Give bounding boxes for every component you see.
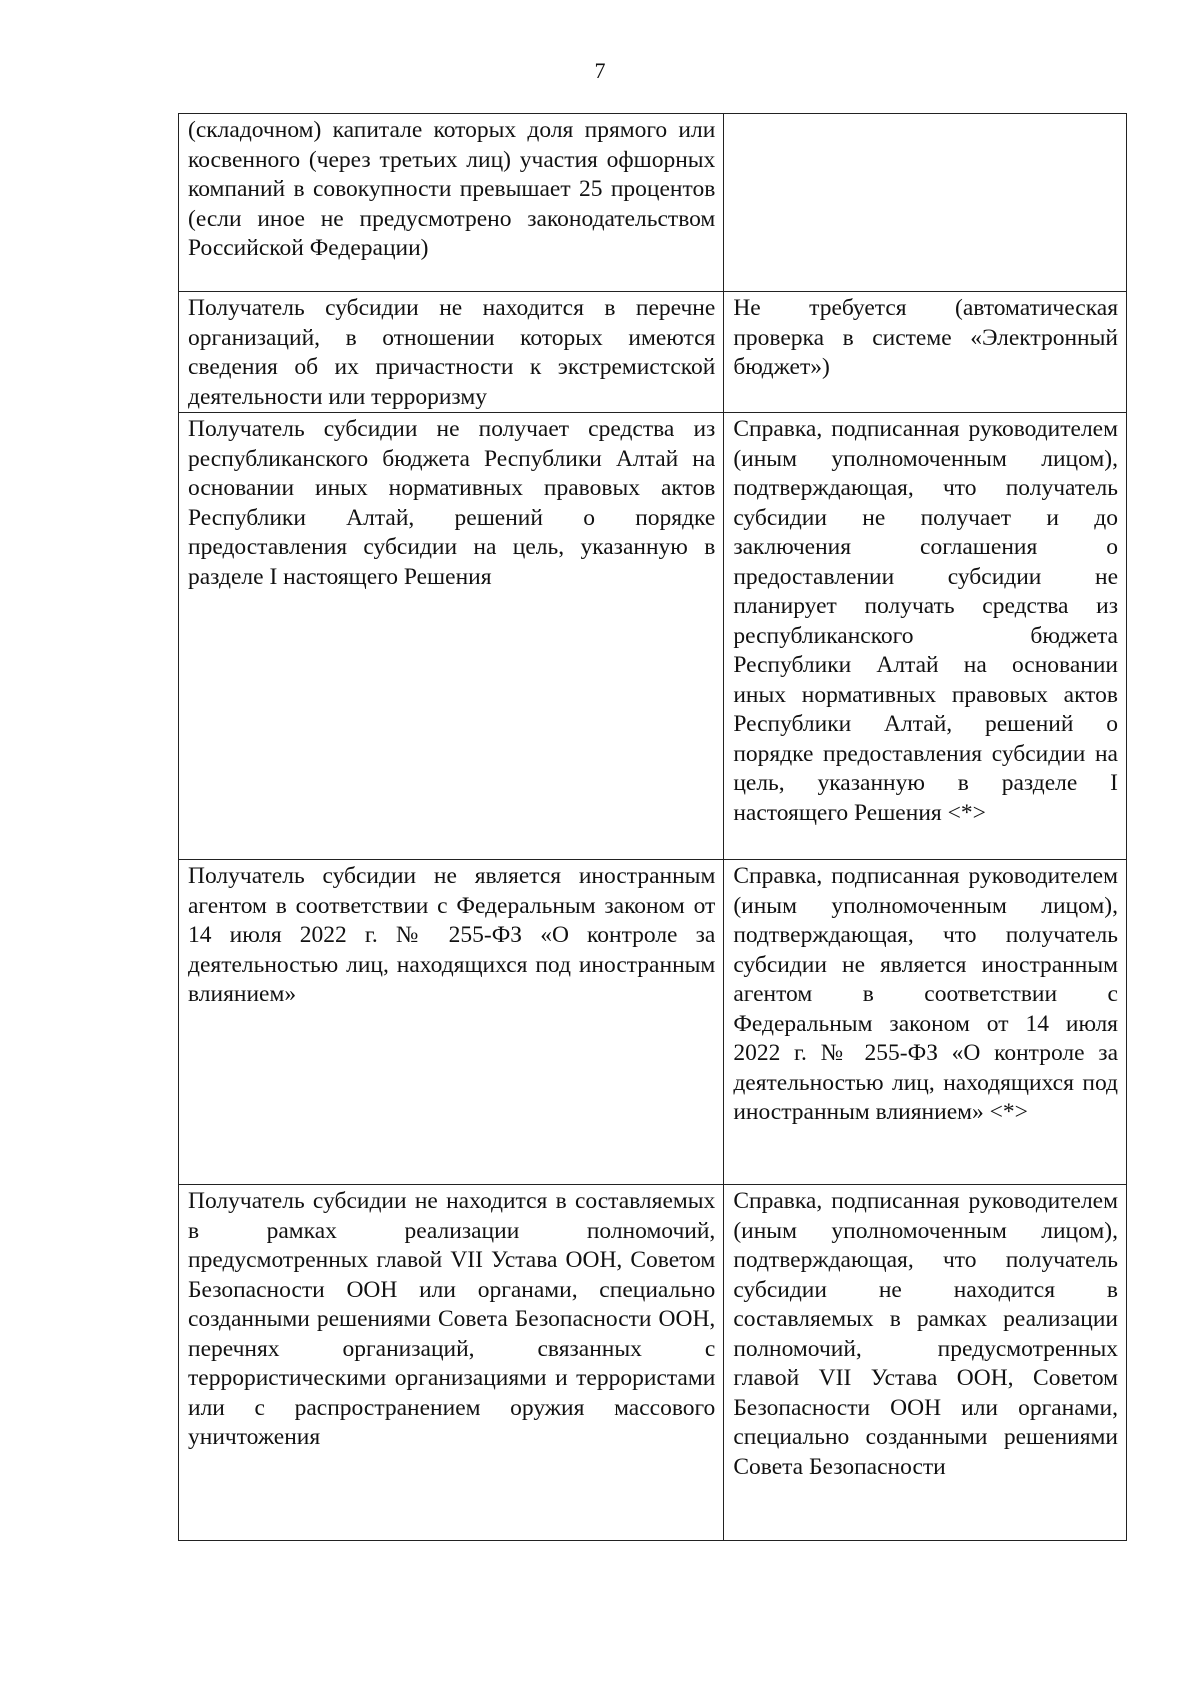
table-row: [179, 413, 1127, 860]
requirement-cell: Получатель субсидии не находится в перечне организаций, в отношении которых имеются сведения об их причастности к экстремистской деятельности или терроризму: [179, 292, 724, 413]
document-cell: Справка, подписанная руководителем (иным уполномоченным лицом), подтверждающая, что получатель субсидии не является иностранным агентом в соответствии с Федеральным законом от 14 июля 2022 г. № 255-ФЗ «О контроле за деятельностью лиц, находящихся под иностранным влиянием» <*>: [724, 860, 1127, 1185]
table-row: [179, 292, 1127, 413]
requirement-cell: (складочном) капитале которых доля прямого или косвенного (через третьих лиц) участия офшорных компаний в совокупности превышает 25 процентов (если иное не предусмотрено законодательством Российской Федерации): [179, 114, 724, 292]
page-number: 7: [594, 58, 606, 83]
table-row: [179, 114, 1127, 292]
document-cell: [724, 114, 1127, 292]
requirement-cell: Получатель субсидии не получает средства из республиканского бюджета Республики Алтай на основании иных нормативных правовых актов Республики Алтай, решений о порядке предоставления субсидии на цель, указанную в разделе I настоящего Решения: [179, 413, 724, 860]
table-row: [179, 860, 1127, 1185]
requirement-cell: Получатель субсидии не находится в составляемых в рамках реализации полномочий, предусмотренных главой VII Устава ООН, Советом Безопасности ООН или органами, специально созданными решениями Совета Безопасности ООН, перечнях организаций, связанных с террористическими организациями и террористами или с распространением оружия массового уничтожения: [179, 1185, 724, 1541]
document-cell: Не требуется (автоматическая проверка в системе «Электронный бюджет»): [724, 292, 1127, 413]
document-cell: Справка, подписанная руководителем (иным уполномоченным лицом), подтверждающая, что получатель субсидии не находится в составляемых в рамках реализации полномочий, предусмотренных главой VII Устава ООН, Советом Безопасности ООН или органами, специально созданными решениями Совета Безопасности: [724, 1185, 1127, 1541]
requirements-table: [178, 113, 1127, 1541]
requirement-cell: Получатель субсидии не является иностранным агентом в соответствии с Федеральным законом от 14 июля 2022 г. № 255-ФЗ «О контроле за деятельностью лиц, находящихся под иностранным влиянием»: [179, 860, 724, 1185]
document-cell: Справка, подписанная руководителем (иным уполномоченным лицом), подтверждающая, что получатель субсидии не получает и до заключения соглашения о предоставлении субсидии не планирует получать средства из республиканского бюджета Республики Алтай на основании иных нормативных правовых актов Республики Алтай, решений о порядке предоставления субсидии на цель, указанную в разделе I настоящего Решения <*>: [724, 413, 1127, 860]
table-row: [179, 1185, 1127, 1541]
